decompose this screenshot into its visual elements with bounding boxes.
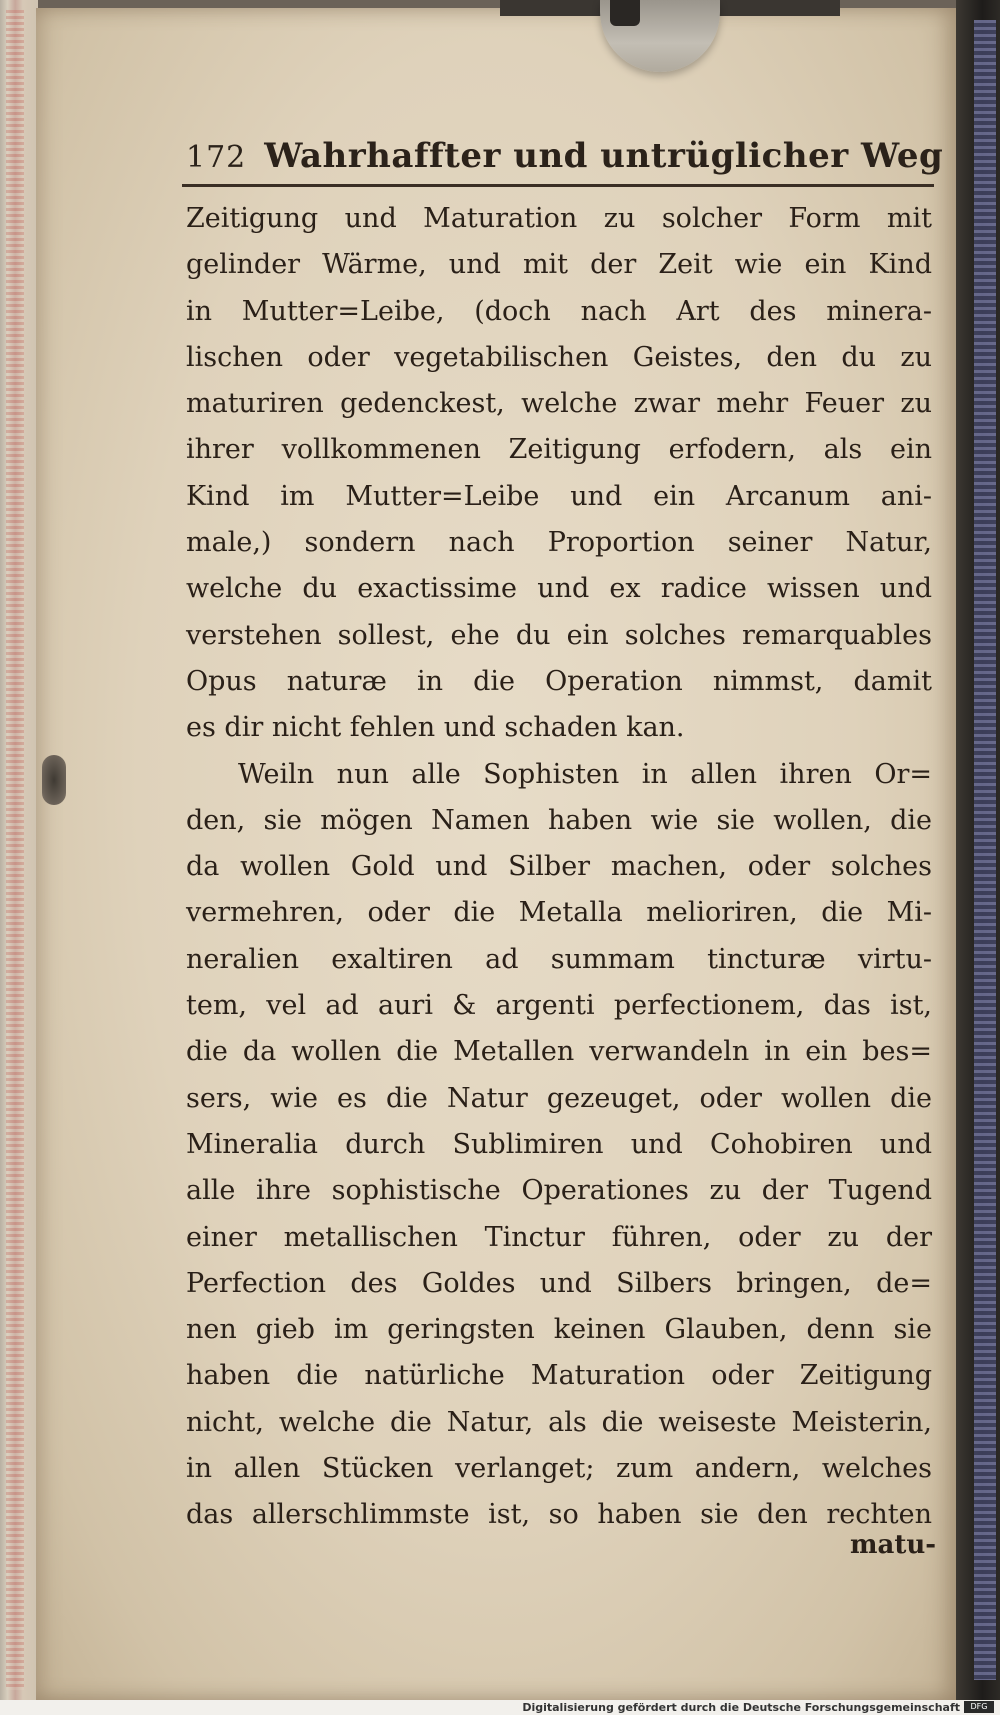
text-line: in Mutter=Leibe, (doch nach Art des minera- <box>186 295 932 327</box>
text-line: Kind im Mutter=Leibe und ein Arcanum ani- <box>186 480 932 512</box>
text-line: neralien exaltiren ad summam tincturæ virtu- <box>186 943 932 975</box>
text-line: male,) sondern nach Proportion seiner Natur, <box>186 527 932 559</box>
text-line: den, sie mögen Namen haben wie sie wollen, die <box>186 804 932 836</box>
page-hole <box>42 755 66 805</box>
text-line: nicht, welche die Natur, als die weiseste Meisterin, <box>186 1406 932 1438</box>
text-line: ihrer vollkommenen Zeitigung erfodern, als ein <box>186 434 932 466</box>
text-line: einer metallischen Tinctur führen, oder zu der <box>186 1221 932 1253</box>
text-line: gelinder Wärme, und mit der Zeit wie ein Kind <box>186 249 932 281</box>
text-line: das allerschlimmste ist, so haben sie den rechten <box>186 1499 932 1531</box>
text-line: tem, vel ad auri & argenti perfectionem, das ist, <box>186 990 932 1022</box>
text-line: vermehren, oder die Metalla melioriren, die Mi- <box>186 897 932 929</box>
body-text <box>186 196 932 1539</box>
footer-bar <box>0 1700 1000 1715</box>
text-line: Perfection des Goldes und Silbers bringen, de= <box>186 1267 932 1299</box>
clip-cap <box>610 0 640 26</box>
text-line: maturiren gedenckest, welche zwar mehr Feuer zu <box>186 388 932 420</box>
text-line: sers, wie es die Natur gezeuget, oder wollen die <box>186 1082 932 1114</box>
running-header <box>186 136 944 184</box>
text-line: Mineralia durch Sublimiren und Cohobiren und <box>186 1128 932 1160</box>
text-line: lischen oder vegetabilischen Geistes, den du zu <box>186 341 932 373</box>
running-title: Wahrhaffter und untrüglicher Weg <box>264 136 944 176</box>
red-page-edges <box>6 10 24 1690</box>
footer-credit: Digitalisierung gefördert durch die Deutsche Forschungsgemeinschaft <box>522 1701 960 1714</box>
text-line: da wollen Gold und Silber machen, oder solches <box>186 851 932 883</box>
text-line: Zeitigung und Maturation zu solcher Form mit <box>186 203 932 234</box>
book-spine <box>956 0 1000 1700</box>
paragraph-first-line: Weiln nun alle Sophisten in allen ihren Or= <box>238 758 932 790</box>
text-line: die da wollen die Metallen verwandeln in ein bes= <box>186 1036 932 1068</box>
text-line: alle ihre sophistische Operationes zu der Tugend <box>186 1175 932 1207</box>
text-line: nen gieb im geringsten keinen Glauben, denn sie <box>186 1314 932 1346</box>
page-number: 172 <box>186 140 247 175</box>
page-stack-edge <box>0 0 38 1700</box>
header-rule <box>182 184 934 187</box>
spine-stripe <box>974 20 996 1680</box>
text-line: welche du exactissime und ex radice wissen und <box>186 573 932 605</box>
text-line: verstehen sollest, ehe du ein solches remarquables <box>186 619 932 651</box>
dfg-logo: DFG <box>964 1701 994 1713</box>
text-line: in allen Stücken verlanget; zum andern, welches <box>186 1453 932 1485</box>
catchword: matu- <box>850 1530 937 1560</box>
text-line: haben die natürliche Maturation oder Zeitigung <box>186 1360 932 1392</box>
text-line: es dir nicht fehlen und schaden kan. <box>186 712 685 744</box>
text-line: Opus naturæ in die Operation nimmst, damit <box>186 665 932 697</box>
